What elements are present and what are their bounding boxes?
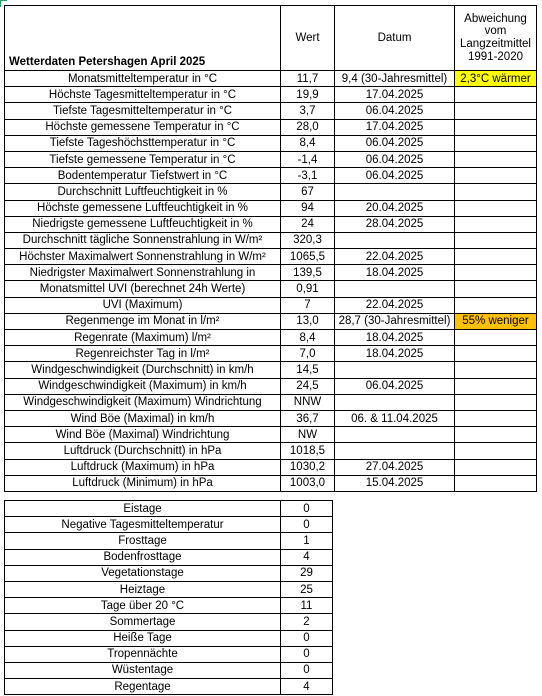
date-cell: 18.04.2025 xyxy=(335,346,455,362)
deviation-cell xyxy=(455,119,537,135)
deviation-line-1: Abweichung xyxy=(464,12,527,25)
deviation-cell xyxy=(455,281,537,297)
value-cell: 8,4 xyxy=(281,330,335,346)
days-row xyxy=(5,679,333,695)
label-cell: Bodentemperatur Tiefstwert in °C xyxy=(5,168,281,184)
label-cell: Wind Böe (Maximal) in km/h xyxy=(5,410,281,426)
deviation-cell xyxy=(455,200,537,216)
label-cell: Tiefste Tagesmitteltemperatur in °C xyxy=(5,103,281,119)
weather-table xyxy=(4,5,537,492)
days-row xyxy=(5,630,333,646)
days-label-cell: Regentage xyxy=(5,679,281,695)
days-label-cell: Heiztage xyxy=(5,581,281,597)
table-row xyxy=(5,330,537,346)
value-cell: 1003,0 xyxy=(281,475,335,491)
label-cell: Höchste Tagesmitteltemperatur in °C xyxy=(5,87,281,103)
table-row xyxy=(5,394,537,410)
label-cell: Windgeschwindigkeit (Maximum) Windrichtung xyxy=(5,394,281,410)
days-label-cell: Tage über 20 °C xyxy=(5,598,281,614)
deviation-cell xyxy=(455,135,537,151)
col-header-date: Datum xyxy=(335,6,455,71)
table-row xyxy=(5,168,537,184)
value-cell: 7,0 xyxy=(281,346,335,362)
date-cell: 28,7 (30-Jahresmittel) xyxy=(335,313,455,329)
table-row xyxy=(5,443,537,459)
days-label-cell: Eistage xyxy=(5,501,281,517)
table-row xyxy=(5,200,537,216)
deviation-cell xyxy=(455,475,537,491)
label-cell: Luftdruck (Durchschnitt) in hPa xyxy=(5,443,281,459)
label-cell: Wind Böe (Maximal) Windrichtung xyxy=(5,427,281,443)
value-cell: 8,4 xyxy=(281,135,335,151)
days-label-cell: Tropennächte xyxy=(5,646,281,662)
label-cell: Regenmenge im Monat in l/m² xyxy=(5,313,281,329)
value-cell: 67 xyxy=(281,184,335,200)
deviation-line-4: 1991-2020 xyxy=(468,50,523,63)
days-value-cell: 25 xyxy=(281,581,333,597)
table-row xyxy=(5,281,537,297)
days-row xyxy=(5,581,333,597)
deviation-cell xyxy=(455,330,537,346)
table-row xyxy=(5,249,537,265)
deviation-cell: 2,3°C wärmer xyxy=(455,71,537,87)
deviation-cell xyxy=(455,297,537,313)
label-cell: Luftdruck (Minimum) in hPa xyxy=(5,475,281,491)
days-value-cell: 0 xyxy=(281,646,333,662)
value-cell: 1030,2 xyxy=(281,459,335,475)
date-cell: 06. & 11.04.2025 xyxy=(335,410,455,426)
days-row xyxy=(5,517,333,533)
value-cell: 94 xyxy=(281,200,335,216)
date-cell: 22.04.2025 xyxy=(335,297,455,313)
deviation-line-2: vom xyxy=(484,25,507,38)
deviation-cell xyxy=(455,362,537,378)
table-row xyxy=(5,184,537,200)
deviation-cell xyxy=(455,87,537,103)
value-cell: 13,0 xyxy=(281,313,335,329)
days-value-cell: 11 xyxy=(281,598,333,614)
label-cell: Höchste gemessene Luftfeuchtigkeit in % xyxy=(5,200,281,216)
days-value-cell: 2 xyxy=(281,614,333,630)
label-cell: Durchschnitt tägliche Sonnenstrahlung in W/m² xyxy=(5,232,281,248)
label-cell: Regenrate (Maximum) l/m² xyxy=(5,330,281,346)
value-cell: 7 xyxy=(281,297,335,313)
date-cell: 28.04.2025 xyxy=(335,216,455,232)
date-cell: 06.04.2025 xyxy=(335,135,455,151)
deviation-cell xyxy=(455,410,537,426)
date-cell xyxy=(335,427,455,443)
deviation-line-3: Langzeitmittel xyxy=(460,38,531,50)
date-cell: 06.04.2025 xyxy=(335,168,455,184)
date-cell: 17.04.2025 xyxy=(335,119,455,135)
days-row xyxy=(5,549,333,565)
deviation-cell xyxy=(455,443,537,459)
days-label-cell: Frosttage xyxy=(5,533,281,549)
table-row xyxy=(5,232,537,248)
date-cell xyxy=(335,362,455,378)
date-cell: 9,4 (30-Jahresmittel) xyxy=(335,71,455,87)
table-row xyxy=(5,216,537,232)
table-row xyxy=(5,362,537,378)
deviation-cell xyxy=(455,378,537,394)
date-cell: 20.04.2025 xyxy=(335,200,455,216)
date-cell xyxy=(335,394,455,410)
label-cell: UVI (Maximum) xyxy=(5,297,281,313)
date-cell: 18.04.2025 xyxy=(335,330,455,346)
table-row xyxy=(5,119,537,135)
days-label-cell: Heiße Tage xyxy=(5,630,281,646)
date-cell xyxy=(335,184,455,200)
table-row xyxy=(5,459,537,475)
value-cell: 0,91 xyxy=(281,281,335,297)
col-header-deviation xyxy=(455,6,537,71)
value-cell: 19,9 xyxy=(281,87,335,103)
table-row xyxy=(5,297,537,313)
date-cell xyxy=(335,281,455,297)
header-row xyxy=(5,6,537,71)
days-row xyxy=(5,501,333,517)
date-cell: 27.04.2025 xyxy=(335,459,455,475)
days-value-cell: 0 xyxy=(281,517,333,533)
days-label-cell: Negative Tagesmitteltemperatur xyxy=(5,517,281,533)
value-cell: 1018,5 xyxy=(281,443,335,459)
days-value-cell: 29 xyxy=(281,565,333,581)
deviation-cell xyxy=(455,394,537,410)
table-row xyxy=(5,427,537,443)
table-title: Wetterdaten Petershagen April 2025 xyxy=(5,6,281,71)
days-label-cell: Sommertage xyxy=(5,614,281,630)
table-row xyxy=(5,313,537,329)
table-row xyxy=(5,135,537,151)
table-row xyxy=(5,87,537,103)
value-cell: -3,1 xyxy=(281,168,335,184)
date-cell: 06.04.2025 xyxy=(335,151,455,167)
label-cell: Höchste gemessene Temperatur in °C xyxy=(5,119,281,135)
days-table xyxy=(4,500,333,695)
deviation-cell: 55% weniger xyxy=(455,313,537,329)
table-row xyxy=(5,151,537,167)
date-cell xyxy=(335,443,455,459)
days-value-cell: 4 xyxy=(281,679,333,695)
deviation-cell xyxy=(455,232,537,248)
value-cell: 28,0 xyxy=(281,119,335,135)
table-row xyxy=(5,103,537,119)
deviation-cell xyxy=(455,427,537,443)
label-cell: Niedrigster Maximalwert Sonnenstrahlung in xyxy=(5,265,281,281)
days-label-cell: Vegetationstage xyxy=(5,565,281,581)
label-cell: Höchster Maximalwert Sonnenstrahlung in W/m² xyxy=(5,249,281,265)
value-cell: NNW xyxy=(281,394,335,410)
table-row xyxy=(5,265,537,281)
days-value-cell: 4 xyxy=(281,549,333,565)
days-row xyxy=(5,598,333,614)
value-cell: 1065,5 xyxy=(281,249,335,265)
value-cell: 24,5 xyxy=(281,378,335,394)
value-cell: 14,5 xyxy=(281,362,335,378)
days-row xyxy=(5,565,333,581)
value-cell: 3,7 xyxy=(281,103,335,119)
days-label-cell: Bodenfrosttage xyxy=(5,549,281,565)
value-cell: 139,5 xyxy=(281,265,335,281)
label-cell: Niedrigste gemessene Luftfeuchtigkeit in % xyxy=(5,216,281,232)
days-value-cell: 0 xyxy=(281,662,333,678)
deviation-cell xyxy=(455,151,537,167)
value-cell: 24 xyxy=(281,216,335,232)
date-cell: 06.04.2025 xyxy=(335,378,455,394)
deviation-cell xyxy=(455,103,537,119)
label-cell: Tiefste gemessene Temperatur in °C xyxy=(5,151,281,167)
col-header-value: Wert xyxy=(281,6,335,71)
days-row xyxy=(5,614,333,630)
date-cell: 06.04.2025 xyxy=(335,103,455,119)
deviation-cell xyxy=(455,459,537,475)
label-cell: Monatsmittel UVI (berechnet 24h Werte) xyxy=(5,281,281,297)
label-cell: Durchschnitt Luftfeuchtigkeit in % xyxy=(5,184,281,200)
label-cell: Windgeschwindigkeit (Durchschnitt) in km/h xyxy=(5,362,281,378)
days-value-cell: 0 xyxy=(281,630,333,646)
date-cell: 18.04.2025 xyxy=(335,265,455,281)
label-cell: Windgeschwindigkeit (Maximum) in km/h xyxy=(5,378,281,394)
value-cell: -1,4 xyxy=(281,151,335,167)
table-row xyxy=(5,410,537,426)
deviation-cell xyxy=(455,184,537,200)
value-cell: 320,3 xyxy=(281,232,335,248)
table-row xyxy=(5,346,537,362)
days-row xyxy=(5,646,333,662)
deviation-cell xyxy=(455,168,537,184)
date-cell xyxy=(335,232,455,248)
deviation-cell xyxy=(455,265,537,281)
deviation-cell xyxy=(455,346,537,362)
table-row xyxy=(5,378,537,394)
days-row xyxy=(5,533,333,549)
days-value-cell: 0 xyxy=(281,501,333,517)
value-cell: 36,7 xyxy=(281,410,335,426)
deviation-cell xyxy=(455,216,537,232)
table-row xyxy=(5,475,537,491)
days-value-cell: 1 xyxy=(281,533,333,549)
date-cell: 17.04.2025 xyxy=(335,87,455,103)
label-cell: Luftdruck (Maximum) in hPa xyxy=(5,459,281,475)
days-label-cell: Wüstentage xyxy=(5,662,281,678)
date-cell: 15.04.2025 xyxy=(335,475,455,491)
label-cell: Regenreichster Tag in l/m² xyxy=(5,346,281,362)
label-cell: Monatsmitteltemperatur in °C xyxy=(5,71,281,87)
table-row xyxy=(5,71,537,87)
label-cell: Tiefste Tageshöchsttemperatur in °C xyxy=(5,135,281,151)
deviation-cell xyxy=(455,249,537,265)
value-cell: NW xyxy=(281,427,335,443)
value-cell: 11,7 xyxy=(281,71,335,87)
date-cell: 22.04.2025 xyxy=(335,249,455,265)
days-row xyxy=(5,662,333,678)
